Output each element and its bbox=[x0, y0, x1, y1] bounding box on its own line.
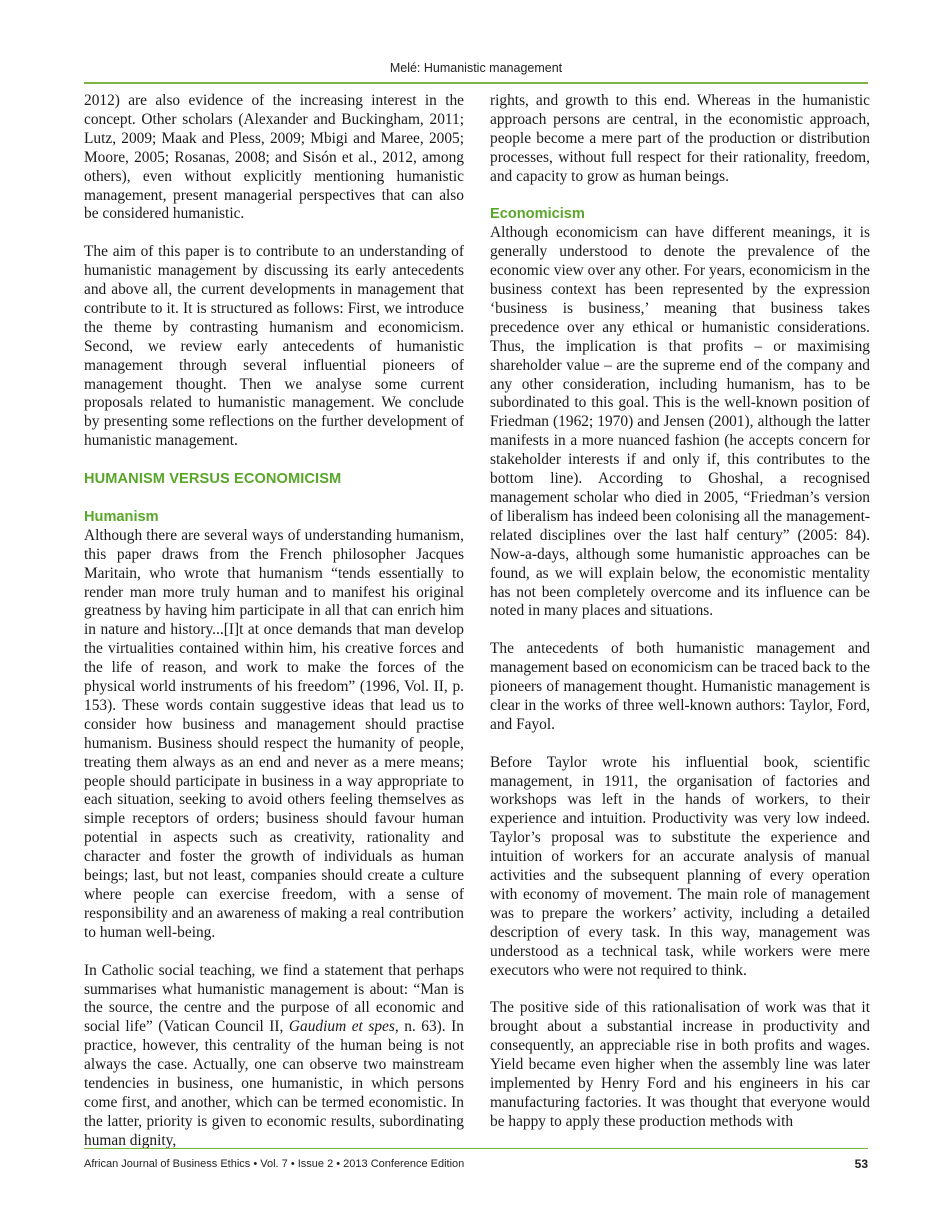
page-number: 53 bbox=[854, 1157, 868, 1171]
paragraph: 2012) are also evidence of the increasing interest in the concept. Other scholars (Alexander and Buckingham, 2011; Lutz, 2009; Maak and Pless, 2009; Mbigi and Maree, 2005; Moore, 2005; Rosanas, 2008; and Sisón et al., 2012, among others), even without explicitly mentioning humanistic management, present managerial perspectives that can also be considered humanistic. bbox=[84, 92, 464, 223]
citation-title: Gaudium et spes bbox=[288, 1018, 395, 1036]
subheading-humanism: Humanism bbox=[84, 508, 159, 525]
paragraph: Although there are several ways of understanding humanism, this paper draws from the French philosopher Jacques Maritain, who wrote that humanism “tends essentially to render man more truly human and to manifest his original greatness by having him participate in all that can enrich him in nature and history...[I]t at once demands that man develop the virtualities contained within him, his creative forces and the life of reason, and work to make the forces of the physical world instruments of his freedom” (1996, Vol. II, p. 153). These words contain suggestive ideas that lead us to consider how business and management should practise humanism. Business should respect the humanity of people, treating them always as an end and never as a mere means; people should participate in business in a way appropriate to each situation, seeking to avoid others feeling themselves as simple receptors of orders; business should favour human potential in aspects such as creativity, rationality and character and foster the growth of individuals as human beings; last, but not least, companies should create a culture where people can exercise freedom, with a sense of responsibility and an awareness of making a real contribution to human well-being. bbox=[84, 526, 464, 941]
right-column bbox=[490, 92, 870, 1132]
left-column bbox=[84, 92, 464, 1151]
paragraph: Although economicism can have different meanings, it is generally understood to denote the prevalence of the economic view over any other. For years, economicism in the business context has been represented by the expression ‘business is business,’ meaning that business takes precedence over any ethical or humanistic considerations. Thus, the implication is that profits – or maximising shareholder value – are the supreme end of the company and any other consideration, including humanism, has to be subordinated to this goal. This is the well-known position of Friedman (1962; 1970) and Jensen (2001), although the latter manifests in a more nuanced fashion (he accepts concern for stakeholder interests if and only if, this contributes to the bottom line). According to Ghoshal, a recognised management scholar who died in 2005, “Friedman’s version of liberalism has indeed been colonising all the management-related disciplines over the last half century” (2005: 84). Now-a-days, although some humanistic approaches can be found, as we will explain below, the economistic mentality has not been completely overcome and its influence can be noted in many places and situations. bbox=[490, 224, 870, 620]
paragraph-text: , n. 63). In practice, however, this centrality of the human being is not always the case. Actually, one can observe two mainstream tendencies in business, one humanistic, in which persons come first, and another, which can be termed economistic. In the latter, priority is given to economic results, subordinating human dignity, bbox=[84, 1018, 464, 1149]
paragraph-text: In Catholic social teaching, we find a statement that perhaps summarises what humanistic management is about: “Man is the source, the centre and the purpose of all economic and social life” (Vatican Council II, bbox=[84, 961, 464, 1036]
paragraph: The antecedents of both humanistic management and management based on economicism can be traced back to the pioneers of management thought. Humanistic management is clear in the works of three well-known authors: Taylor, Ford, and Fayol. bbox=[490, 640, 870, 733]
footer-journal: African Journal of Business Ethics • Vol. 7 • Issue 2 • 2013 Conference Edition bbox=[84, 1158, 465, 1170]
running-head: Melé: Humanistic management bbox=[389, 61, 563, 75]
paragraph bbox=[84, 962, 464, 1151]
footer-rule bbox=[84, 1148, 868, 1149]
paragraph: The positive side of this rationalisation of work was that it brought about a substantial increase in productivity and consequently, an appreciable rise in both profits and wages. Yield became even higher when the assembly line was later implemented by Henry Ford and his engineers in his car manufacturing factories. It was thought that everyone would be happy to apply these production methods with bbox=[490, 999, 870, 1130]
paragraph: Before Taylor wrote his influential book, scientific management, in 1911, the organisation of factories and workshops was left in the hands of workers, to their experience and intuition. Productivity was very low indeed. Taylor’s proposal was to substitute the experience and intuition of workers for an accurate analysis of manual activities and the subsequent planning of every operation with economy of movement. The main role of management was to prepare the workers’ activity, including a detailed description of every task. In this way, management was understood as a technical task, while workers were mere executors who were not required to think. bbox=[490, 753, 870, 979]
paragraph: rights, and growth to this end. Whereas in the humanistic approach persons are central, in the economistic approach, people become a mere part of the production or distribution processes, without full respect for their rationality, freedom, and capacity to grow as human beings. bbox=[490, 92, 870, 185]
paragraph: The aim of this paper is to contribute to an understanding of humanistic management by discussing its early antecedents and above all, the current developments in management that contribute to it. It is structured as follows: First, we introduce the theme by contrasting humanism and economicism. Second, we review early antecedents of humanistic management through several influential pioneers of management thought. Then we analyse some current proposals related to humanistic management. We conclude by presenting some reflections on the further development of humanistic management. bbox=[84, 243, 464, 450]
header-rule bbox=[84, 82, 868, 84]
subheading-economicism: Economicism bbox=[490, 206, 585, 223]
section-heading: HUMANISM VERSUS ECONOMICISM bbox=[84, 471, 342, 488]
